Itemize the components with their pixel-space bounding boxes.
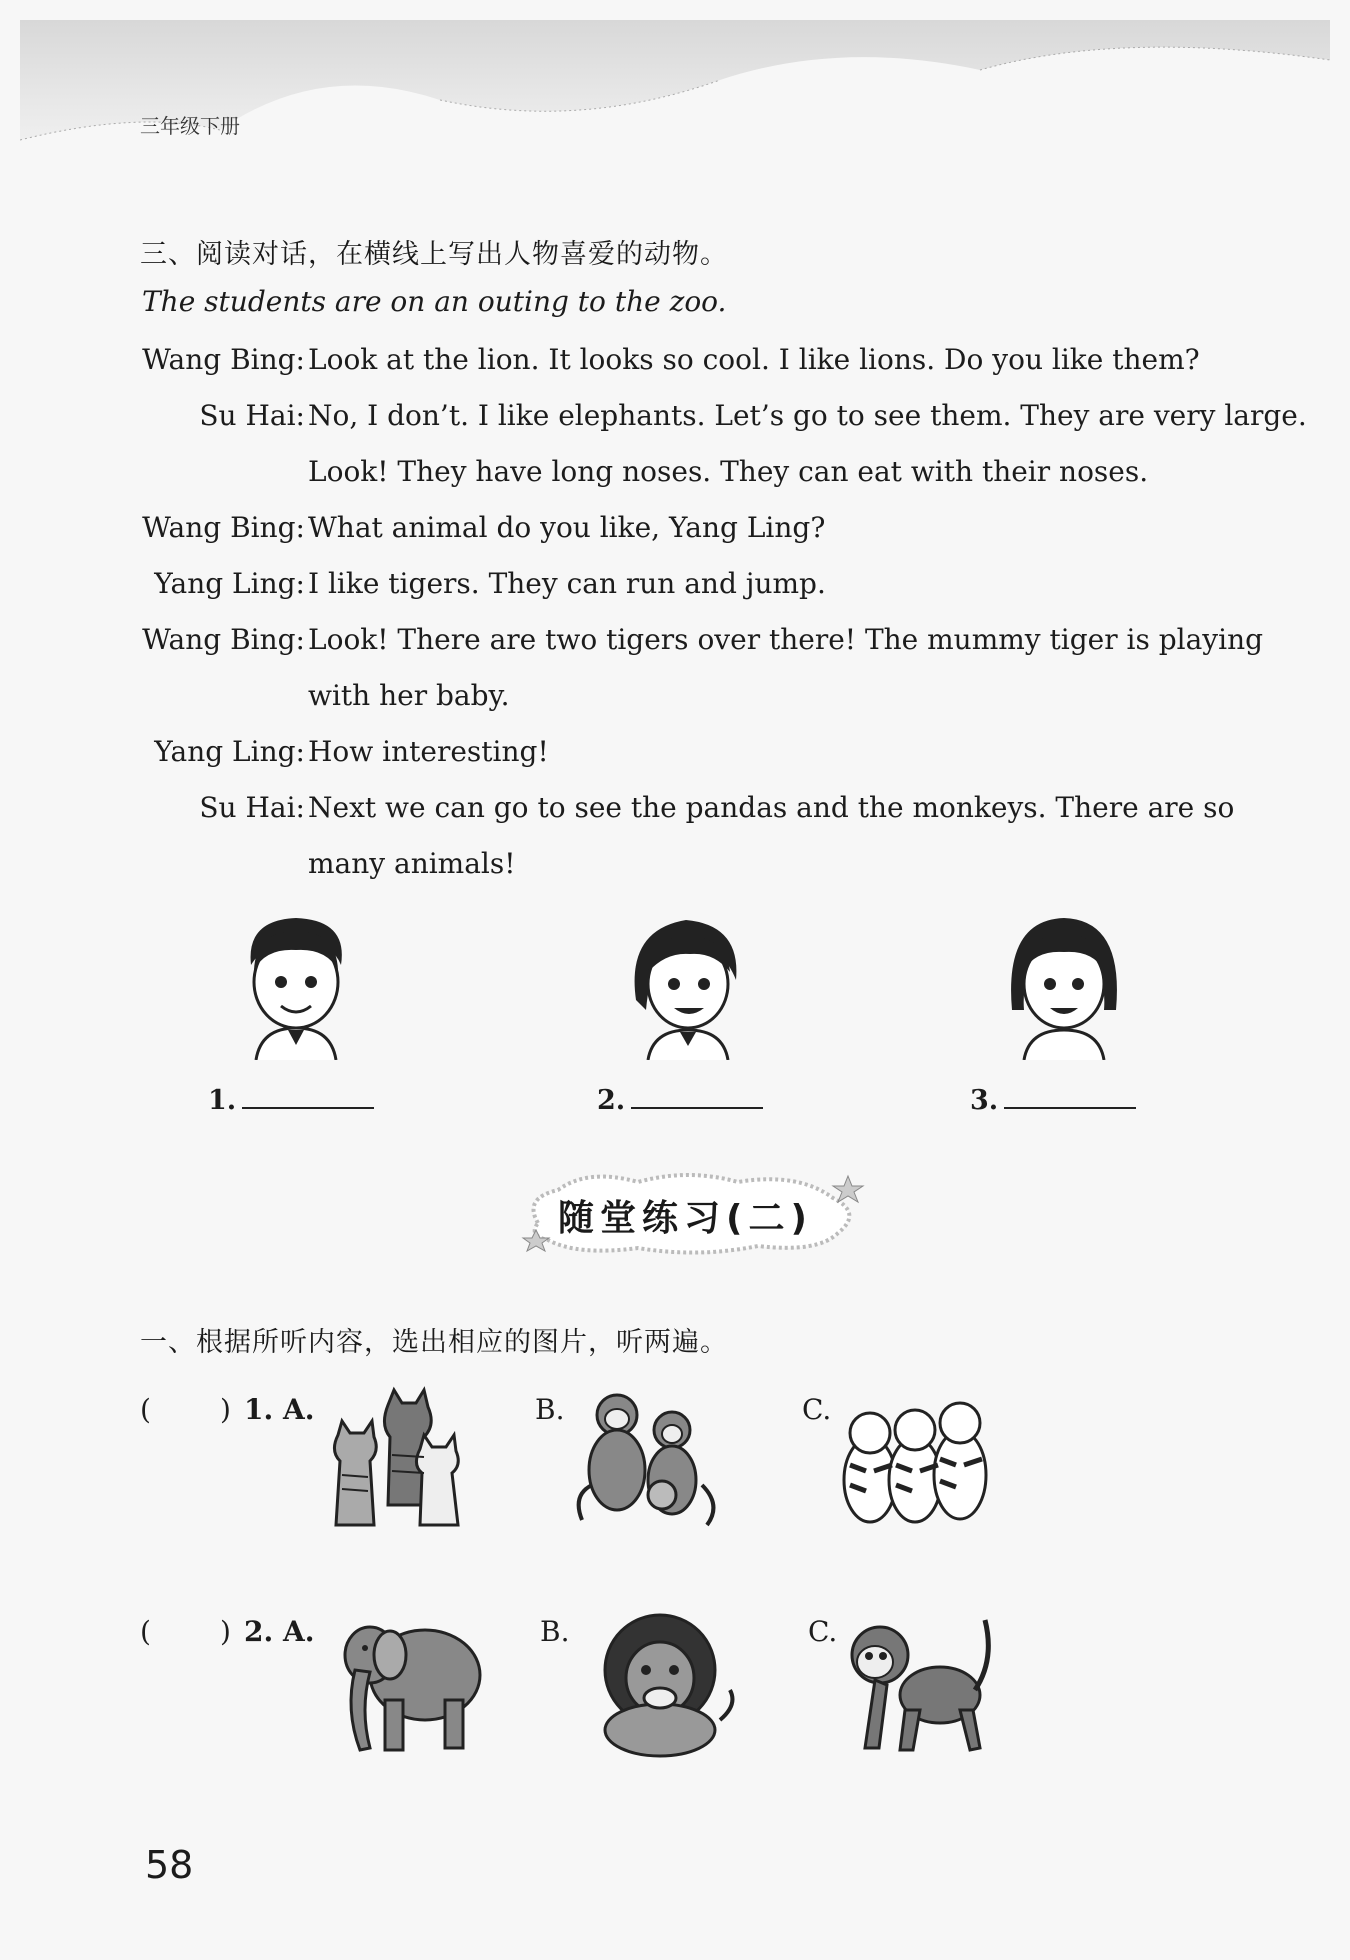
monkey-icon[interactable] [845,1610,995,1760]
speech: I like tigers. They can run and jump. [308,567,826,600]
speech: No, I don’t. I like elephants. Let’s go to see them. They are very large. [308,399,1307,432]
speaker: Yang Ling: [154,567,305,600]
speaker: Wang Bing: [142,343,305,376]
speech: What animal do you like, Yang Ling? [308,511,826,544]
answer-paren-close: ) [220,1393,231,1426]
character-faces [0,910,1350,1110]
answer-line[interactable] [1004,1083,1136,1109]
speaker: Su Hai: [199,399,305,432]
girl-ponytail-face-icon [626,910,746,1060]
question-number: 2. A. [244,1615,315,1648]
blank-number: 1. [208,1085,237,1116]
answer-blank-2[interactable] [597,1083,763,1116]
answer-blank-3[interactable] [970,1083,1136,1116]
cats-icon[interactable] [328,1385,478,1535]
answer-paren-open: ( [140,1393,151,1426]
monkeys-icon[interactable] [572,1385,722,1535]
speech: Look at the lion. It looks so cool. I like lions. Do you like them? [308,343,1200,376]
blank-number: 2. [597,1085,626,1116]
grade-label: 三年级下册 [140,114,240,138]
speaker: Su Hai: [199,791,305,824]
elephant-icon[interactable] [335,1610,485,1760]
speech: How interesting! [308,735,549,768]
header-banner [20,20,1330,180]
option-b-label: B. [535,1393,565,1426]
dialogue-intro: The students are on an outing to the zoo. [142,285,727,318]
speech: Next we can go to see the pandas and the monkeys. There are so [308,791,1235,824]
option-c-label: C. [802,1393,832,1426]
option-b-label: B. [540,1615,570,1648]
answer-blank-1[interactable] [208,1083,374,1116]
speaker: Wang Bing: [142,511,305,544]
speech: with her baby. [308,679,510,712]
boy-face-icon [236,910,356,1060]
speech: Look! There are two tigers over there! The mummy tiger is playing [308,623,1264,656]
section1-title: 一、根据所听内容，选出相应的图片，听两遍。 [140,1327,728,1358]
practice-title-banner [518,1168,868,1258]
tigers-icon[interactable] [840,1385,990,1535]
answer-line[interactable] [631,1083,763,1109]
option-c-label: C. [808,1615,838,1648]
question-number: 1. A. [244,1393,315,1426]
speech: Look! They have long noses. They can eat with their noses. [308,455,1149,488]
answer-paren-close: ) [220,1615,231,1648]
girl-bob-face-icon [1004,910,1124,1060]
lion-icon[interactable] [590,1610,740,1760]
blank-number: 3. [970,1085,999,1116]
speaker: Wang Bing: [142,623,305,656]
practice-title: 随堂练习(二) [558,1198,813,1239]
section3-title: 三、阅读对话，在横线上写出人物喜爱的动物。 [140,239,728,270]
speaker: Yang Ling: [154,735,305,768]
speech: many animals! [308,847,516,880]
answer-paren-open: ( [140,1615,151,1648]
page-number: 58 [145,1843,194,1887]
answer-line[interactable] [242,1083,374,1109]
cloud-decoration [20,20,1330,180]
